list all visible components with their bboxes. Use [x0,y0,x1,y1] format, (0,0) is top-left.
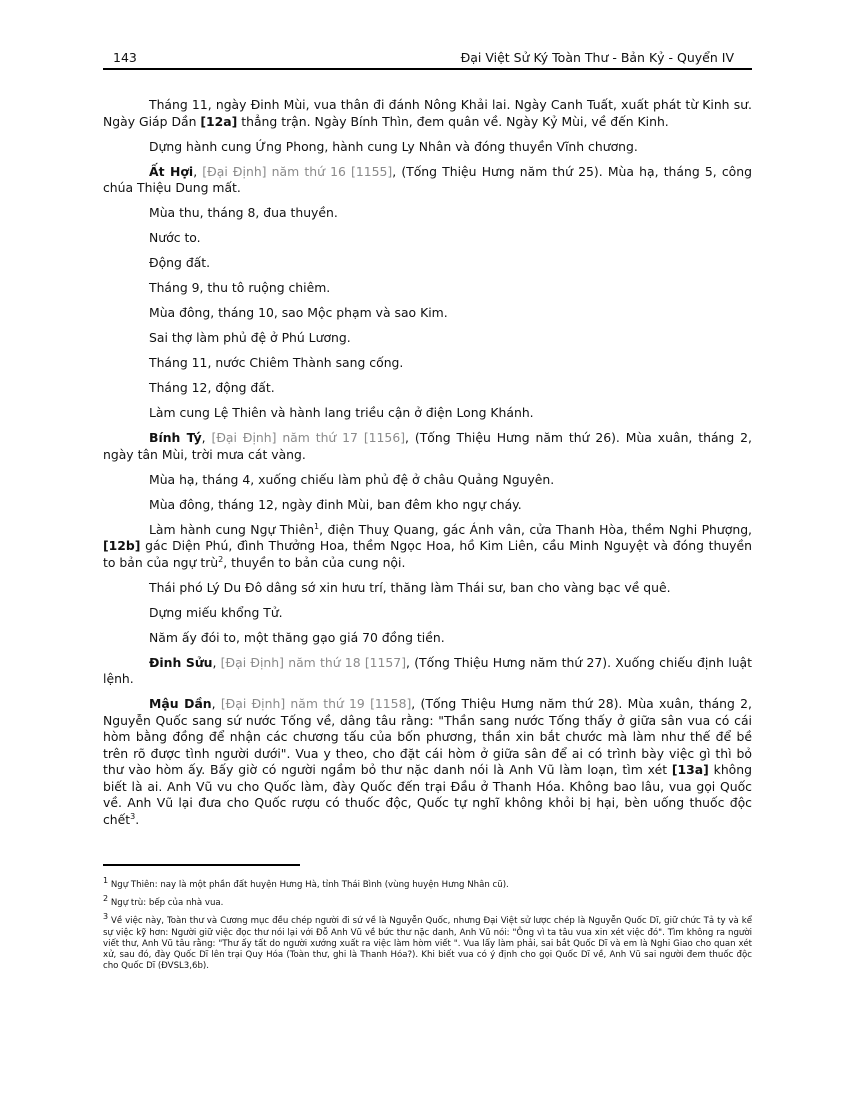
era-note: [Đại Định] năm thứ 16 [1155] [202,163,393,179]
footnote-number: 3 [103,912,109,922]
footnote-ref[interactable]: 3 [130,811,136,821]
footnote: $^2$ Ngự trù: bếp của nhà vua. [103,894,224,909]
paragraph: Mùa hạ, tháng 4, xuống chiếu làm phủ đệ ở châu Quảng Nguyên. [149,471,555,487]
main-text [103,97,752,837]
running-title: Đại Việt Sử Ký Toàn Thư - Bản Kỷ - Quyển IV [460,50,734,65]
paragraph: Mùa thu, tháng 8, đua thuyền. [149,205,338,220]
year-entry: Đinh Sửu, [Đại Định] năm thứ 18 [1157], (Tống Thiệu Hưng năm thứ 27). Xuống chiếu định luật lệnh. [103,654,752,686]
page-marker: [12b] [103,538,141,553]
year-name: Bính Tý [149,430,202,445]
footnote-number: 1 [103,876,109,886]
paragraph: Làm hành cung Ngự Thiên$^1$, điện Thuỵ Quang, gác Ánh vân, cửa Thanh Hòa, thềm Nghi Phượng, [12b] gác Diện Phú, đình Thưởng Hoa, thềm Ngọc Hoa, hồ Kim Liên, cầu Minh Nguyệt và đóng thuyền to bản của ngự trù$^2$, thuyền to bản của cung nội. [103,521,752,570]
footnote-ref[interactable]: 2 [218,554,224,564]
paragraph: Tháng 12, động đất. [149,380,275,395]
paragraph: Dựng hành cung Ứng Phong, hành cung Ly Nhân và đóng thuyền Vĩnh chương. [149,138,638,154]
footnote: $^3$ Về việc này, Toàn thư và Cương mục đều chép người đi sứ về là Nguyễn Quốc, nhưng Đại Việt sử lược chép là Nguyễn Quốc Dĩ, giữ chức Tả ty và kể sự việc kỹ hơn: Người giữ việc đọc thư nói lại với Đỗ Anh Vũ về bức thư nặc danh, Anh Vũ nói: "Ông vì ta tâu vua xin xét việc đó". Tìm không ra người viết thư, Anh Vũ tâu rằng: "Thư ấy tất do người xướng xuất ra việc làm hòm viết ". Vua lấy làm phải, sai bắt Quốc Dĩ và em là Nghi Giao cho quan xét xử, sau đó, đày Quốc Dĩ lên trại Quy Hóa (Toàn thư, ghi là Thanh Hóa?). Khi biết vua có ý định cho gọi Quốc Dĩ về, Anh Vũ sai người đem thuốc độc cho Quốc Dĩ (ĐVSL3,6b). [103,912,752,972]
paragraph: Năm ấy đói to, một thăng gạo giá 70 đồng tiền. [149,629,445,645]
paragraph: Tháng 9, thu tô ruộng chiêm. [149,280,331,295]
header-rule [103,68,752,70]
paragraph: Sai thợ làm phủ đệ ở Phú Lương. [149,330,351,345]
paragraph: Tháng 11, ngày Đinh Mùi, vua thân đi đánh Nông Khải lai. Ngày Canh Tuất, xuất phát từ Kinh sư. Ngày Giáp Dần [12a] thẳng trận. Ngày Bính Thìn, đem quân về. Ngày Kỷ Mùi, về đến Kinh. [103,97,752,129]
year-name: Đinh Sửu [149,654,213,670]
footnote-separator [103,864,300,866]
year-name: Mậu Dần [149,696,212,711]
paragraph: Mùa đông, tháng 10, sao Mộc phạm và sao Kim. [149,305,448,320]
page-number: 143 [113,50,137,65]
year-entry: Ất Hợi, [Đại Định] năm thứ 16 [1155], (Tống Thiệu Hưng năm thứ 25). Mùa hạ, tháng 5, công chúa Thiệu Dung mất. [103,163,752,195]
footnotes [103,876,752,979]
paragraph: Nước to. [149,230,201,245]
era-note: [Đại Định] năm thứ 18 [1157] [220,654,407,670]
year-entry: Bính Tý, [Đại Định] năm thứ 17 [1156], (Tống Thiệu Hưng năm thứ 26). Mùa xuân, tháng 2, ngày tân Mùi, trời mưa cát vàng. [103,430,752,462]
footnote-number: 2 [103,894,109,904]
footnote-ref[interactable]: 1 [314,521,320,531]
era-note: [Đại Định] năm thứ 19 [1158] [220,696,412,711]
paragraph: Thái phó Lý Du Đô dâng sớ xin hưu trí, thăng làm Thái sư, ban cho vàng bạc về quê. [149,579,671,595]
year-entry: Mậu Dần, [Đại Định] năm thứ 19 [1158], (Tống Thiệu Hưng năm thứ 28). Mùa xuân, tháng 2, Nguyễn Quốc sang sứ nước Tống về, dâng tâu rằng: "Thần sang nước Tống thấy ở giữa sân vua có cái hòm bằng đồng để nhận các chương tấu của bốn phương, thần xin bắt chước mà làm như thế để bề trên rõ được tình người dưới". Vua y theo, cho đặt cái hòm ở giữa sân để ai có trình bày việc gì thì bỏ thư vào hòm ấy. Bấy giờ có người ngầm bỏ thư nặc danh nói là Anh Vũ làm loạn, tìm xét [13a] không biết là ai. Anh Vũ vu cho Quốc làm, đày Quốc đến trại Đầu ở Thanh Hóa. Không bao lâu, vua gọi Quốc về. Anh Vũ lại đưa cho Quốc rượu có thuốc độc, Quốc tự nghĩ không khỏi bị hại, bèn uống thuốc độc chết$^3$. [103,696,752,827]
paragraph: Động đất. [149,255,211,270]
page-header [103,50,752,68]
paragraph: Mùa đông, tháng 12, ngày đinh Mùi, ban đêm kho ngự cháy. [149,496,522,512]
footnote: $^1$ Ngự Thiên: nay là một phần đất huyện Hưng Hà, tỉnh Thái Bình (vùng huyện Hưng Nhân cũ). [103,876,509,890]
year-name: Ất Hợi [149,163,194,179]
page-marker: [12a] [200,113,238,129]
page-marker: [13a] [671,762,709,777]
paragraph: Làm cung Lệ Thiên và hành lang triều cận ở điện Long Khánh. [149,405,534,420]
paragraph: Dựng miếu khổng Tử. [149,604,283,620]
paragraph: Tháng 11, nước Chiêm Thành sang cống. [149,355,404,370]
era-note: [Đại Định] năm thứ 17 [1156] [211,430,406,445]
